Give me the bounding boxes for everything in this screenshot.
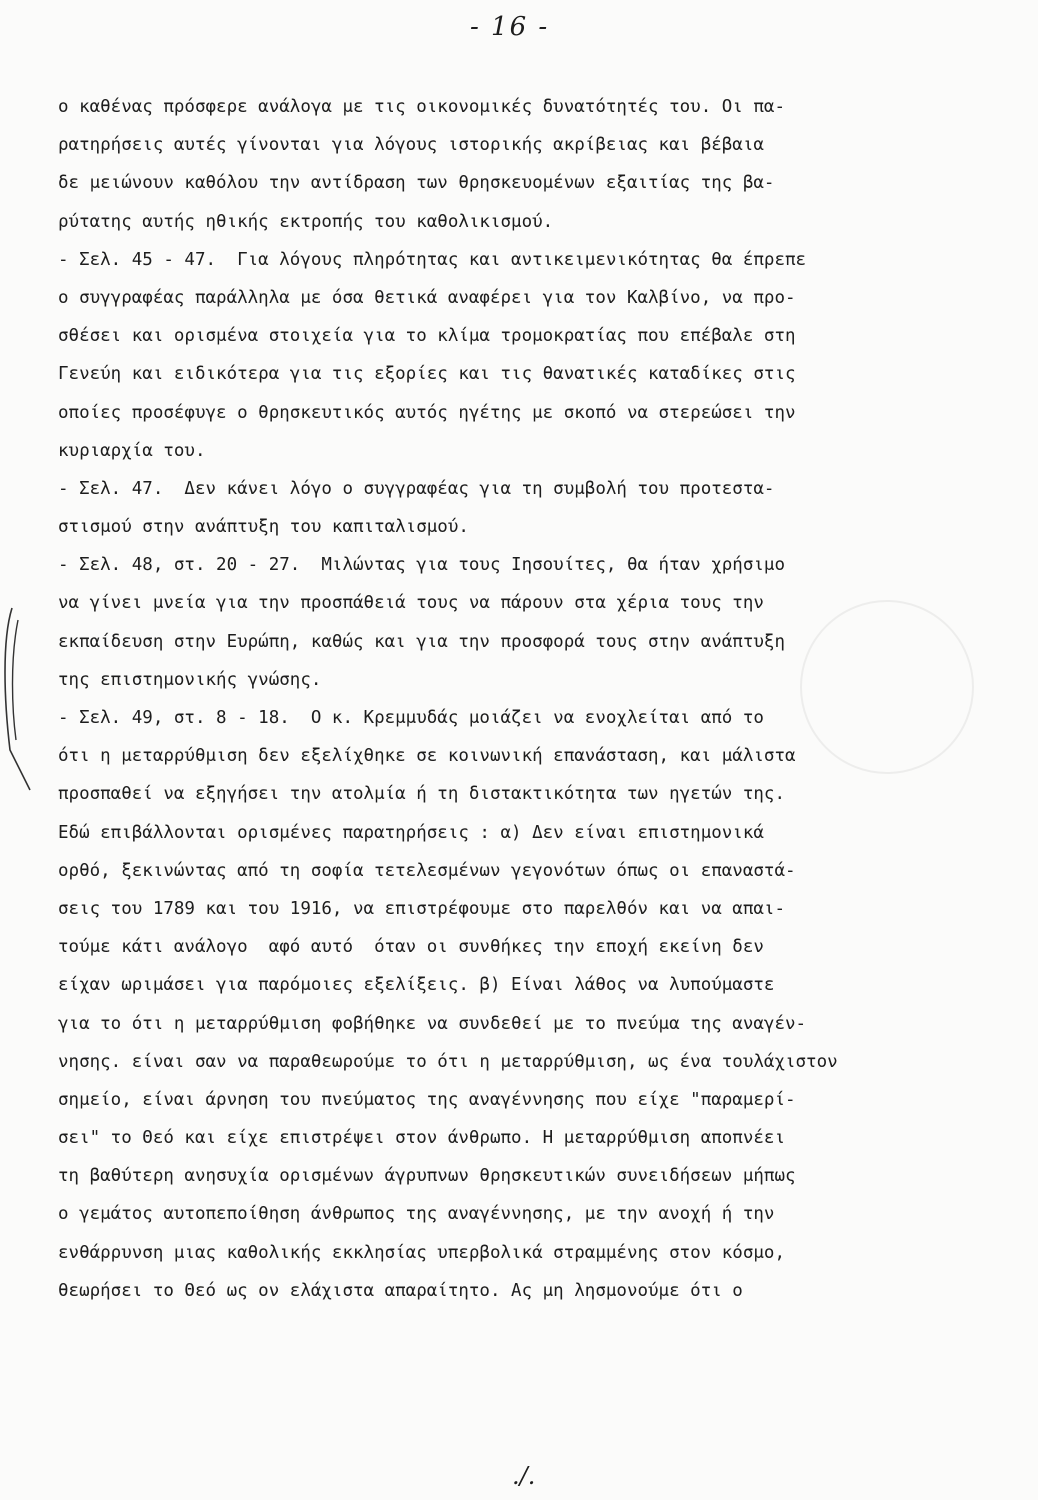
text-line: ο συγγραφέας παράλληλα με όσα θετικά αναφέρει για τον Καλβίνο, να προ- <box>58 287 796 308</box>
text-line: τούμε κάτι ανάλογο αφό αυτό όταν οι συνθήκες την εποχή εκείνη δεν <box>58 937 764 958</box>
text-line: για το ότι η μεταρρύθμιση φοβήθηκε να συνδεθεί με το πνεύμα της αναγέν- <box>58 1013 807 1034</box>
text-line: τη βαθύτερη ανησυχία ορισμένων άγρυπνων θρησκευτικών συνειδήσεων μήπως <box>58 1166 796 1187</box>
text-line: σει" το Θεό και είχε επιστρέψει στον άνθρωπο. Η μεταρρύθμιση αποπνέει <box>58 1128 785 1149</box>
text-line: ρύτατης αυτής ηθικής εκτροπής του καθολικισμού. <box>58 211 554 232</box>
text-line: - Σελ. 48, στ. 20 - 27. Μιλώντας για τους Ιησουίτες, θα ήταν χρήσιμο <box>58 555 785 576</box>
text-line: - Σελ. 47. Δεν κάνει λόγο ο συγγραφέας για τη συμβολή του προτεστα- <box>58 478 775 499</box>
text-line: ο καθένας πρόσφερε ανάλογα με τις οικονομικές δυνατότητές του. Οι πα- <box>58 97 785 117</box>
text-line: δε μειώνουν καθόλου την αντίδραση των θρησκευομένων εξαιτίας της βα- <box>58 173 775 194</box>
document-body <box>58 88 1020 1310</box>
text-line: ότι η μεταρρύθμιση δεν εξελίχθηκε σε κοινωνική επανάσταση, και μάλιστα <box>58 746 796 767</box>
text-line: της επιστημονικής γνώσης. <box>58 669 322 690</box>
text-line: ο γεμάτος αυτοπεποίθηση άνθρωπος της αναγέννησης, με την ανοχή ή την <box>58 1204 775 1225</box>
text-line: κυριαρχία του. <box>58 440 206 461</box>
text-line: είχαν ωριμάσει για παρόμοιες εξελίξεις. β) Είναι λάθος να λυπούμαστε <box>58 975 775 996</box>
text-line: Εδώ επιβάλλονται ορισμένες παρατηρήσεις : α) Δεν είναι επιστημονικά <box>58 822 764 843</box>
text-line: σημείο, είναι άρνηση του πνεύματος της αναγέννησης που είχε "παραμερί- <box>58 1089 796 1110</box>
margin-bracket-mark <box>0 600 40 800</box>
text-line: ρατηρήσεις αυτές γίνονται για λόγους ιστορικής ακρίβειας και βέβαια <box>58 135 764 156</box>
text-line: - Σελ. 45 - 47. Για λόγους πληρότητας και αντικειμενικότητας θα έπρεπε <box>58 249 807 270</box>
text-line: νησης. είναι σαν να παραθεωρούμε το ότι η μεταρρύθμιση, ως ένα τουλάχιστον <box>58 1051 838 1072</box>
text-line: ορθό, ξεκινώντας από τη σοφία τετελεσμένων γεγονότων όπως οι επαναστά- <box>58 860 796 881</box>
text-line: σθέσει και ορισμένα στοιχεία για το κλίμα τρομοκρατίας που επέβαλε στη <box>58 326 796 347</box>
text-line: ενθάρρυνση μιας καθολικής εκκλησίας υπερβολικά στραμμένης στον κόσμο, <box>58 1242 785 1263</box>
text-line: στισμού στην ανάπτυξη του καπιταλισμού. <box>58 517 469 538</box>
text-line: να γίνει μνεία για την προσπάθειά τους να πάρουν στα χέρια τους την <box>58 593 764 614</box>
page-number: - 16 - <box>470 12 550 42</box>
text-line: θεωρήσει το Θεό ως ον ελάχιστα απαραίτητο. Ας μη λησμονούμε ότι ο <box>58 1280 743 1301</box>
text-line: οποίες προσέφυγε ο θρησκευτικός αυτός ηγέτης με σκοπό να στερεώσει την <box>58 402 796 423</box>
text-line: σεις του 1789 και του 1916, να επιστρέφουμε στο παρελθόν και να απαι- <box>58 898 785 919</box>
continuation-mark: ./. <box>512 1462 536 1490</box>
text-line: προσπαθεί να εξηγήσει την ατολμία ή τη διστακτικότητα των ηγετών της. <box>58 784 785 805</box>
text-line: Γενεύη και ειδικότερα για τις εξορίες και τις θανατικές καταδίκες στις <box>58 364 796 385</box>
text-line: εκπαίδευση στην Ευρώπη, καθώς και για την προσφορά τους στην ανάπτυξη <box>58 631 785 652</box>
text-line: - Σελ. 49, στ. 8 - 18. Ο κ. Κρεμμυδάς μοιάζει να ενοχλείται από το <box>58 708 764 728</box>
